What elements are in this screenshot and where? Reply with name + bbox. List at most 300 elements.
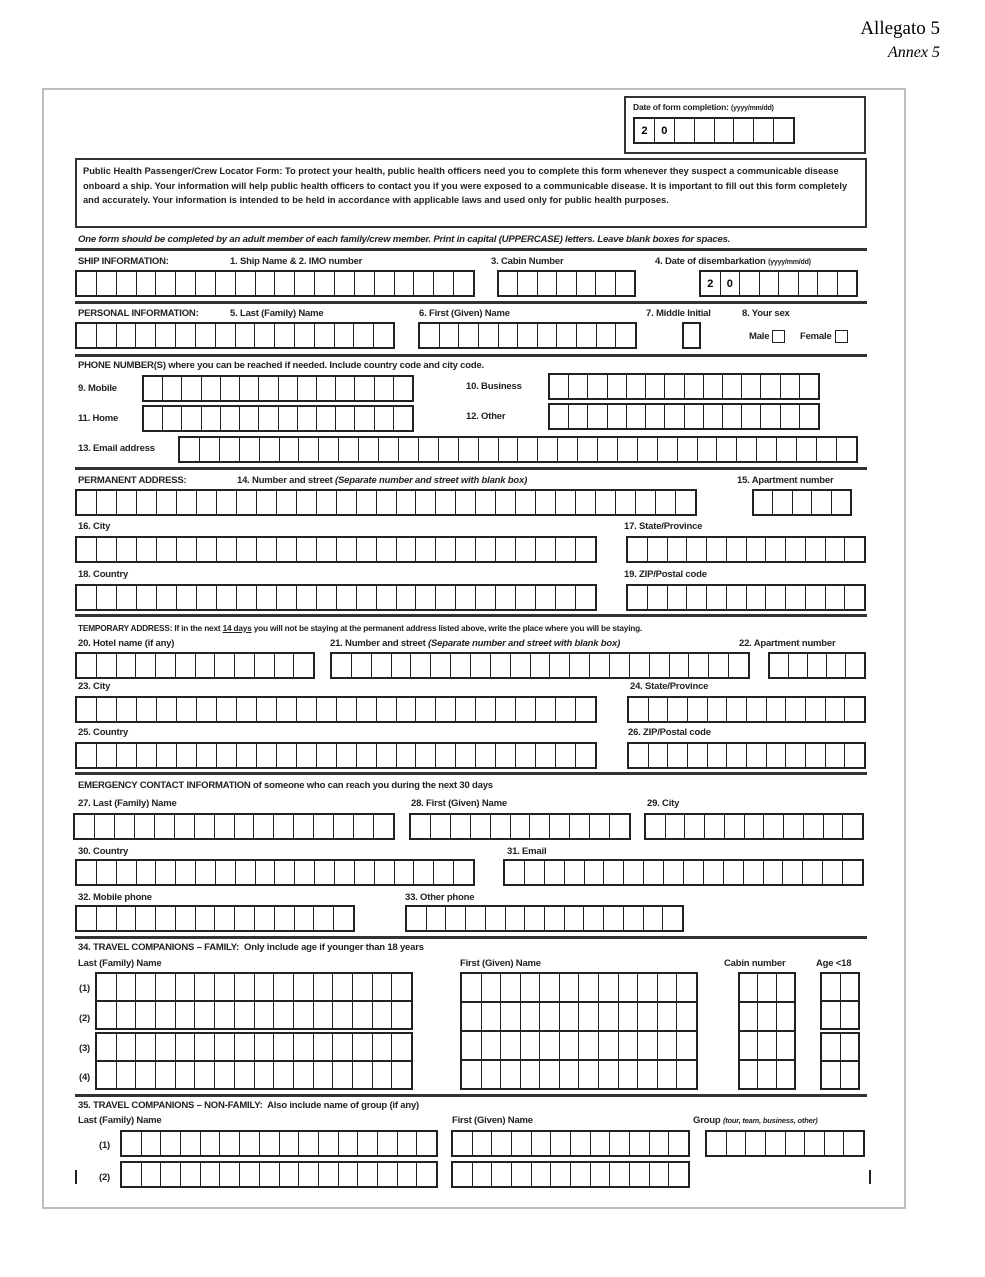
char-box[interactable] (688, 698, 708, 721)
char-box[interactable] (677, 1032, 696, 1059)
char-box[interactable] (353, 1062, 373, 1088)
char-box[interactable] (255, 907, 275, 930)
char-box[interactable] (156, 324, 176, 347)
char-box[interactable] (628, 538, 648, 561)
char-box[interactable] (275, 272, 295, 295)
char-box[interactable] (221, 407, 240, 430)
char-box[interactable] (274, 1062, 294, 1088)
char-box[interactable] (844, 1132, 863, 1155)
char-box[interactable] (117, 491, 137, 514)
char-box[interactable] (117, 861, 137, 884)
char-box[interactable] (117, 586, 137, 609)
char-box[interactable] (491, 654, 511, 677)
char-box[interactable] (476, 491, 496, 514)
char-box[interactable] (195, 1062, 215, 1088)
char-box[interactable] (255, 324, 275, 347)
char-box[interactable] (818, 272, 838, 295)
char-box[interactable] (197, 538, 217, 561)
char-box[interactable] (616, 324, 635, 347)
char-box[interactable] (297, 491, 317, 514)
char-box[interactable] (793, 491, 812, 514)
disembark-date-input[interactable] (699, 270, 858, 297)
char-box[interactable] (576, 538, 595, 561)
char-box[interactable] (298, 377, 317, 400)
char-box[interactable] (715, 119, 735, 142)
char-box[interactable] (591, 1132, 611, 1155)
char-box[interactable] (658, 1032, 678, 1059)
char-box[interactable] (332, 654, 352, 677)
char-box[interactable] (215, 1002, 235, 1028)
char-box[interactable] (156, 1034, 176, 1060)
char-box[interactable] (398, 1163, 418, 1186)
char-box[interactable] (471, 654, 491, 677)
char-box[interactable] (827, 654, 846, 677)
char-box[interactable] (215, 1062, 235, 1088)
mobile-input[interactable] (142, 375, 414, 402)
char-box[interactable] (538, 438, 558, 461)
char-box[interactable] (557, 324, 577, 347)
char-box[interactable] (161, 1132, 181, 1155)
char-box[interactable] (650, 654, 670, 677)
char-box[interactable] (417, 1132, 436, 1155)
char-box[interactable] (295, 272, 315, 295)
char-box[interactable] (454, 272, 473, 295)
char-box[interactable] (337, 491, 357, 514)
char-box[interactable] (486, 907, 506, 930)
char-box[interactable] (355, 272, 375, 295)
char-box[interactable] (274, 1034, 294, 1060)
char-box[interactable] (619, 1061, 639, 1088)
char-box[interactable] (501, 1061, 521, 1088)
char-box[interactable] (501, 974, 521, 1001)
char-box[interactable] (638, 1003, 658, 1030)
char-box[interactable] (846, 654, 864, 677)
char-box[interactable] (180, 438, 200, 461)
char-box[interactable] (599, 1032, 619, 1059)
char-box[interactable] (491, 815, 511, 838)
char-box[interactable] (314, 907, 334, 930)
char-box[interactable] (117, 907, 137, 930)
char-box[interactable] (196, 907, 216, 930)
char-box[interactable] (817, 438, 837, 461)
char-box[interactable] (658, 1003, 678, 1030)
char-box[interactable] (576, 586, 595, 609)
char-box[interactable] (237, 491, 257, 514)
char-box[interactable] (416, 538, 436, 561)
char-box[interactable] (766, 586, 786, 609)
char-box[interactable] (197, 491, 217, 514)
char-box[interactable] (407, 907, 427, 930)
char-box[interactable] (845, 698, 864, 721)
char-box[interactable] (395, 861, 415, 884)
char-box[interactable] (758, 1061, 776, 1088)
char-box[interactable] (177, 586, 197, 609)
char-box[interactable] (260, 1132, 280, 1155)
char-box[interactable] (476, 538, 496, 561)
char-box[interactable] (392, 1034, 411, 1060)
char-box[interactable] (411, 815, 431, 838)
char-box[interactable] (812, 491, 831, 514)
char-box[interactable] (492, 1132, 512, 1155)
char-box[interactable] (638, 974, 658, 1001)
char-box[interactable] (297, 538, 317, 561)
char-box[interactable] (97, 491, 117, 514)
char-box[interactable] (538, 272, 557, 295)
char-box[interactable] (590, 815, 610, 838)
em-first-input[interactable] (409, 813, 631, 840)
char-box[interactable] (638, 438, 658, 461)
char-box[interactable] (235, 1034, 255, 1060)
char-box[interactable] (216, 861, 236, 884)
char-box[interactable] (630, 1163, 650, 1186)
char-box[interactable] (373, 974, 393, 1000)
char-box[interactable] (175, 815, 195, 838)
char-box[interactable] (137, 272, 157, 295)
nf-group-input-1[interactable] (705, 1130, 865, 1157)
char-box[interactable] (806, 744, 826, 767)
char-box[interactable] (766, 1132, 786, 1155)
char-box[interactable] (636, 491, 656, 514)
char-box[interactable] (275, 654, 295, 677)
char-box[interactable] (377, 586, 397, 609)
char-box[interactable] (746, 1132, 766, 1155)
char-box[interactable] (744, 861, 764, 884)
char-box[interactable] (195, 1034, 215, 1060)
char-box[interactable] (375, 377, 394, 400)
char-box[interactable] (275, 324, 295, 347)
char-box[interactable] (704, 375, 723, 398)
perm-country-input[interactable] (75, 584, 597, 611)
char-box[interactable] (298, 407, 317, 430)
char-box[interactable] (275, 907, 295, 930)
char-box[interactable] (144, 377, 163, 400)
char-box[interactable] (294, 1002, 314, 1028)
char-box[interactable] (217, 698, 237, 721)
char-box[interactable] (319, 1163, 339, 1186)
char-box[interactable] (297, 744, 317, 767)
char-box[interactable] (97, 538, 117, 561)
char-box[interactable] (137, 698, 157, 721)
char-box[interactable] (122, 1163, 142, 1186)
char-box[interactable] (599, 1003, 619, 1030)
char-box[interactable] (579, 1061, 599, 1088)
char-box[interactable] (767, 698, 787, 721)
char-box[interactable] (394, 377, 412, 400)
char-box[interactable] (255, 974, 275, 1000)
other-phone-input[interactable] (548, 403, 820, 430)
char-box[interactable] (440, 324, 460, 347)
char-box[interactable] (259, 407, 278, 430)
char-box[interactable] (505, 861, 525, 884)
char-box[interactable] (335, 324, 355, 347)
char-box[interactable] (77, 698, 97, 721)
char-box[interactable] (294, 1034, 314, 1060)
char-box[interactable] (588, 375, 607, 398)
first-name-input[interactable] (418, 322, 637, 349)
char-box[interactable] (77, 861, 97, 884)
char-box[interactable] (259, 377, 278, 400)
char-box[interactable] (240, 438, 260, 461)
char-box[interactable] (235, 907, 255, 930)
char-box[interactable] (260, 1163, 280, 1186)
char-box[interactable] (628, 586, 648, 609)
char-box[interactable] (630, 1132, 650, 1155)
char-box[interactable] (254, 815, 274, 838)
char-box[interactable] (758, 974, 776, 1001)
char-box[interactable] (557, 272, 576, 295)
char-box[interactable] (137, 538, 157, 561)
char-box[interactable] (217, 744, 237, 767)
char-box[interactable] (117, 272, 137, 295)
char-box[interactable] (837, 438, 856, 461)
char-box[interactable] (235, 815, 255, 838)
char-box[interactable] (337, 586, 357, 609)
char-box[interactable] (275, 861, 295, 884)
char-box[interactable] (279, 407, 298, 430)
char-box[interactable] (375, 272, 395, 295)
cabin-input[interactable] (497, 270, 636, 297)
char-box[interactable] (215, 974, 235, 1000)
char-box[interactable] (479, 438, 499, 461)
char-box[interactable] (608, 375, 627, 398)
char-box[interactable] (665, 375, 684, 398)
char-box[interactable] (630, 654, 650, 677)
char-box[interactable] (315, 272, 335, 295)
nf-last-input-1[interactable] (120, 1130, 438, 1157)
perm-street-input[interactable] (75, 489, 697, 516)
char-box[interactable] (824, 815, 844, 838)
char-box[interactable] (536, 538, 556, 561)
char-box[interactable] (399, 438, 419, 461)
char-box[interactable] (734, 119, 754, 142)
sex-female-option[interactable]: Female (800, 330, 848, 343)
char-box[interactable] (675, 119, 695, 142)
char-box[interactable] (196, 654, 216, 677)
char-box[interactable] (707, 586, 727, 609)
char-box[interactable] (525, 861, 545, 884)
char-box[interactable] (727, 744, 747, 767)
char-box[interactable] (789, 654, 808, 677)
char-box[interactable] (142, 1132, 162, 1155)
char-box[interactable] (658, 974, 678, 1001)
char-box[interactable] (770, 654, 789, 677)
char-box[interactable] (255, 654, 275, 677)
char-box[interactable] (417, 1163, 436, 1186)
char-box[interactable] (176, 1062, 196, 1088)
char-box[interactable] (518, 272, 537, 295)
char-box[interactable] (215, 654, 235, 677)
char-box[interactable] (619, 1003, 639, 1030)
char-box[interactable] (462, 1061, 482, 1088)
char-box[interactable] (137, 744, 157, 767)
char-box[interactable] (843, 861, 862, 884)
char-box[interactable] (747, 538, 767, 561)
char-box[interactable] (704, 861, 724, 884)
char-box[interactable] (550, 375, 569, 398)
char-box[interactable] (196, 272, 216, 295)
char-box[interactable] (235, 974, 255, 1000)
char-box[interactable] (456, 538, 476, 561)
char-box[interactable] (536, 744, 556, 767)
char-box[interactable] (177, 491, 197, 514)
char-box[interactable] (97, 907, 117, 930)
char-box[interactable] (687, 538, 707, 561)
char-box[interactable] (786, 586, 806, 609)
char-box[interactable] (431, 815, 451, 838)
char-box[interactable] (501, 1032, 521, 1059)
char-box[interactable] (420, 324, 440, 347)
char-box[interactable] (377, 698, 397, 721)
char-box[interactable] (280, 438, 300, 461)
char-box[interactable] (195, 815, 215, 838)
char-box[interactable] (352, 654, 372, 677)
char-box[interactable] (163, 377, 182, 400)
char-box[interactable] (742, 405, 761, 428)
char-box[interactable] (540, 974, 560, 1001)
char-box[interactable] (353, 1034, 373, 1060)
char-box[interactable] (197, 698, 217, 721)
char-box[interactable] (182, 377, 201, 400)
char-box[interactable] (577, 324, 597, 347)
char-box[interactable] (436, 698, 456, 721)
char-box[interactable] (843, 815, 862, 838)
char-box[interactable] (799, 272, 819, 295)
char-box[interactable] (676, 491, 695, 514)
temp-apt-input[interactable] (768, 652, 866, 679)
char-box[interactable] (585, 861, 605, 884)
char-box[interactable] (511, 815, 531, 838)
char-box[interactable] (392, 1002, 411, 1028)
char-box[interactable] (556, 586, 576, 609)
temp-state-input[interactable] (627, 696, 866, 723)
char-box[interactable] (136, 654, 156, 677)
char-box[interactable] (499, 438, 519, 461)
char-box[interactable] (257, 744, 277, 767)
char-box[interactable] (649, 744, 669, 767)
char-box[interactable] (550, 815, 570, 838)
char-box[interactable] (579, 974, 599, 1001)
char-box[interactable] (723, 405, 742, 428)
char-box[interactable] (394, 407, 412, 430)
char-box[interactable] (314, 974, 334, 1000)
char-box[interactable] (257, 698, 277, 721)
char-box[interactable] (277, 586, 297, 609)
char-box[interactable] (695, 119, 715, 142)
char-box[interactable] (354, 324, 374, 347)
char-box[interactable] (708, 744, 728, 767)
char-box[interactable] (466, 907, 486, 930)
char-box[interactable] (669, 1132, 688, 1155)
char-box[interactable] (236, 324, 256, 347)
char-box[interactable] (416, 698, 436, 721)
temp-street-input[interactable] (330, 652, 750, 679)
char-box[interactable] (689, 654, 709, 677)
char-box[interactable] (670, 654, 690, 677)
char-box[interactable] (627, 375, 646, 398)
char-box[interactable] (374, 324, 393, 347)
char-box[interactable] (97, 272, 117, 295)
char-box[interactable] (257, 586, 277, 609)
char-box[interactable] (235, 654, 255, 677)
char-box[interactable] (777, 438, 797, 461)
char-box[interactable] (684, 861, 704, 884)
char-box[interactable] (419, 438, 439, 461)
char-box[interactable] (803, 861, 823, 884)
char-box[interactable] (822, 1062, 841, 1088)
char-box[interactable] (255, 1062, 275, 1088)
char-box[interactable] (353, 1002, 373, 1028)
char-box[interactable] (569, 405, 588, 428)
char-box[interactable] (97, 698, 117, 721)
char-box[interactable] (462, 1003, 482, 1030)
char-box[interactable] (294, 654, 313, 677)
char-box[interactable] (333, 974, 353, 1000)
char-box[interactable] (177, 744, 197, 767)
char-box[interactable] (597, 324, 617, 347)
char-box[interactable] (436, 491, 456, 514)
char-box[interactable] (333, 1034, 353, 1060)
char-box[interactable] (195, 1002, 215, 1028)
char-box[interactable] (142, 1163, 162, 1186)
char-box[interactable] (156, 272, 176, 295)
char-box[interactable] (841, 1002, 859, 1028)
char-box[interactable] (764, 815, 784, 838)
char-box[interactable] (571, 1163, 591, 1186)
char-box[interactable] (783, 861, 803, 884)
char-box[interactable] (374, 815, 393, 838)
char-box[interactable] (516, 744, 536, 767)
char-box[interactable] (496, 744, 516, 767)
char-box[interactable] (646, 815, 666, 838)
char-box[interactable] (333, 1002, 353, 1028)
char-box[interactable] (454, 861, 473, 884)
char-box[interactable] (764, 861, 784, 884)
char-box[interactable] (157, 744, 177, 767)
char-box[interactable] (77, 744, 97, 767)
char-box[interactable] (627, 405, 646, 428)
char-box[interactable] (677, 974, 696, 1001)
char-box[interactable] (201, 1132, 221, 1155)
char-box[interactable] (392, 654, 412, 677)
temp-city-input[interactable] (75, 696, 597, 723)
char-box[interactable] (845, 586, 864, 609)
char-box[interactable] (220, 1163, 240, 1186)
char-box[interactable] (506, 907, 526, 930)
male-checkbox[interactable] (772, 330, 785, 343)
char-box[interactable] (727, 586, 747, 609)
char-box[interactable] (315, 324, 335, 347)
char-box[interactable] (357, 491, 377, 514)
char-box[interactable] (317, 586, 337, 609)
char-box[interactable] (797, 438, 817, 461)
char-box[interactable] (357, 538, 377, 561)
char-box[interactable] (163, 407, 182, 430)
char-box[interactable] (666, 815, 686, 838)
char-box[interactable] (479, 324, 499, 347)
char-box[interactable] (650, 1163, 670, 1186)
char-box[interactable] (156, 1002, 176, 1028)
char-box[interactable] (256, 861, 276, 884)
char-box[interactable] (629, 744, 649, 767)
char-box[interactable] (596, 491, 616, 514)
em-city-input[interactable] (644, 813, 864, 840)
char-box[interactable] (375, 861, 395, 884)
char-box[interactable] (176, 654, 196, 677)
char-box[interactable]: 0 (721, 272, 741, 295)
char-box[interactable] (176, 272, 196, 295)
char-box[interactable] (397, 538, 417, 561)
char-box[interactable] (77, 654, 97, 677)
